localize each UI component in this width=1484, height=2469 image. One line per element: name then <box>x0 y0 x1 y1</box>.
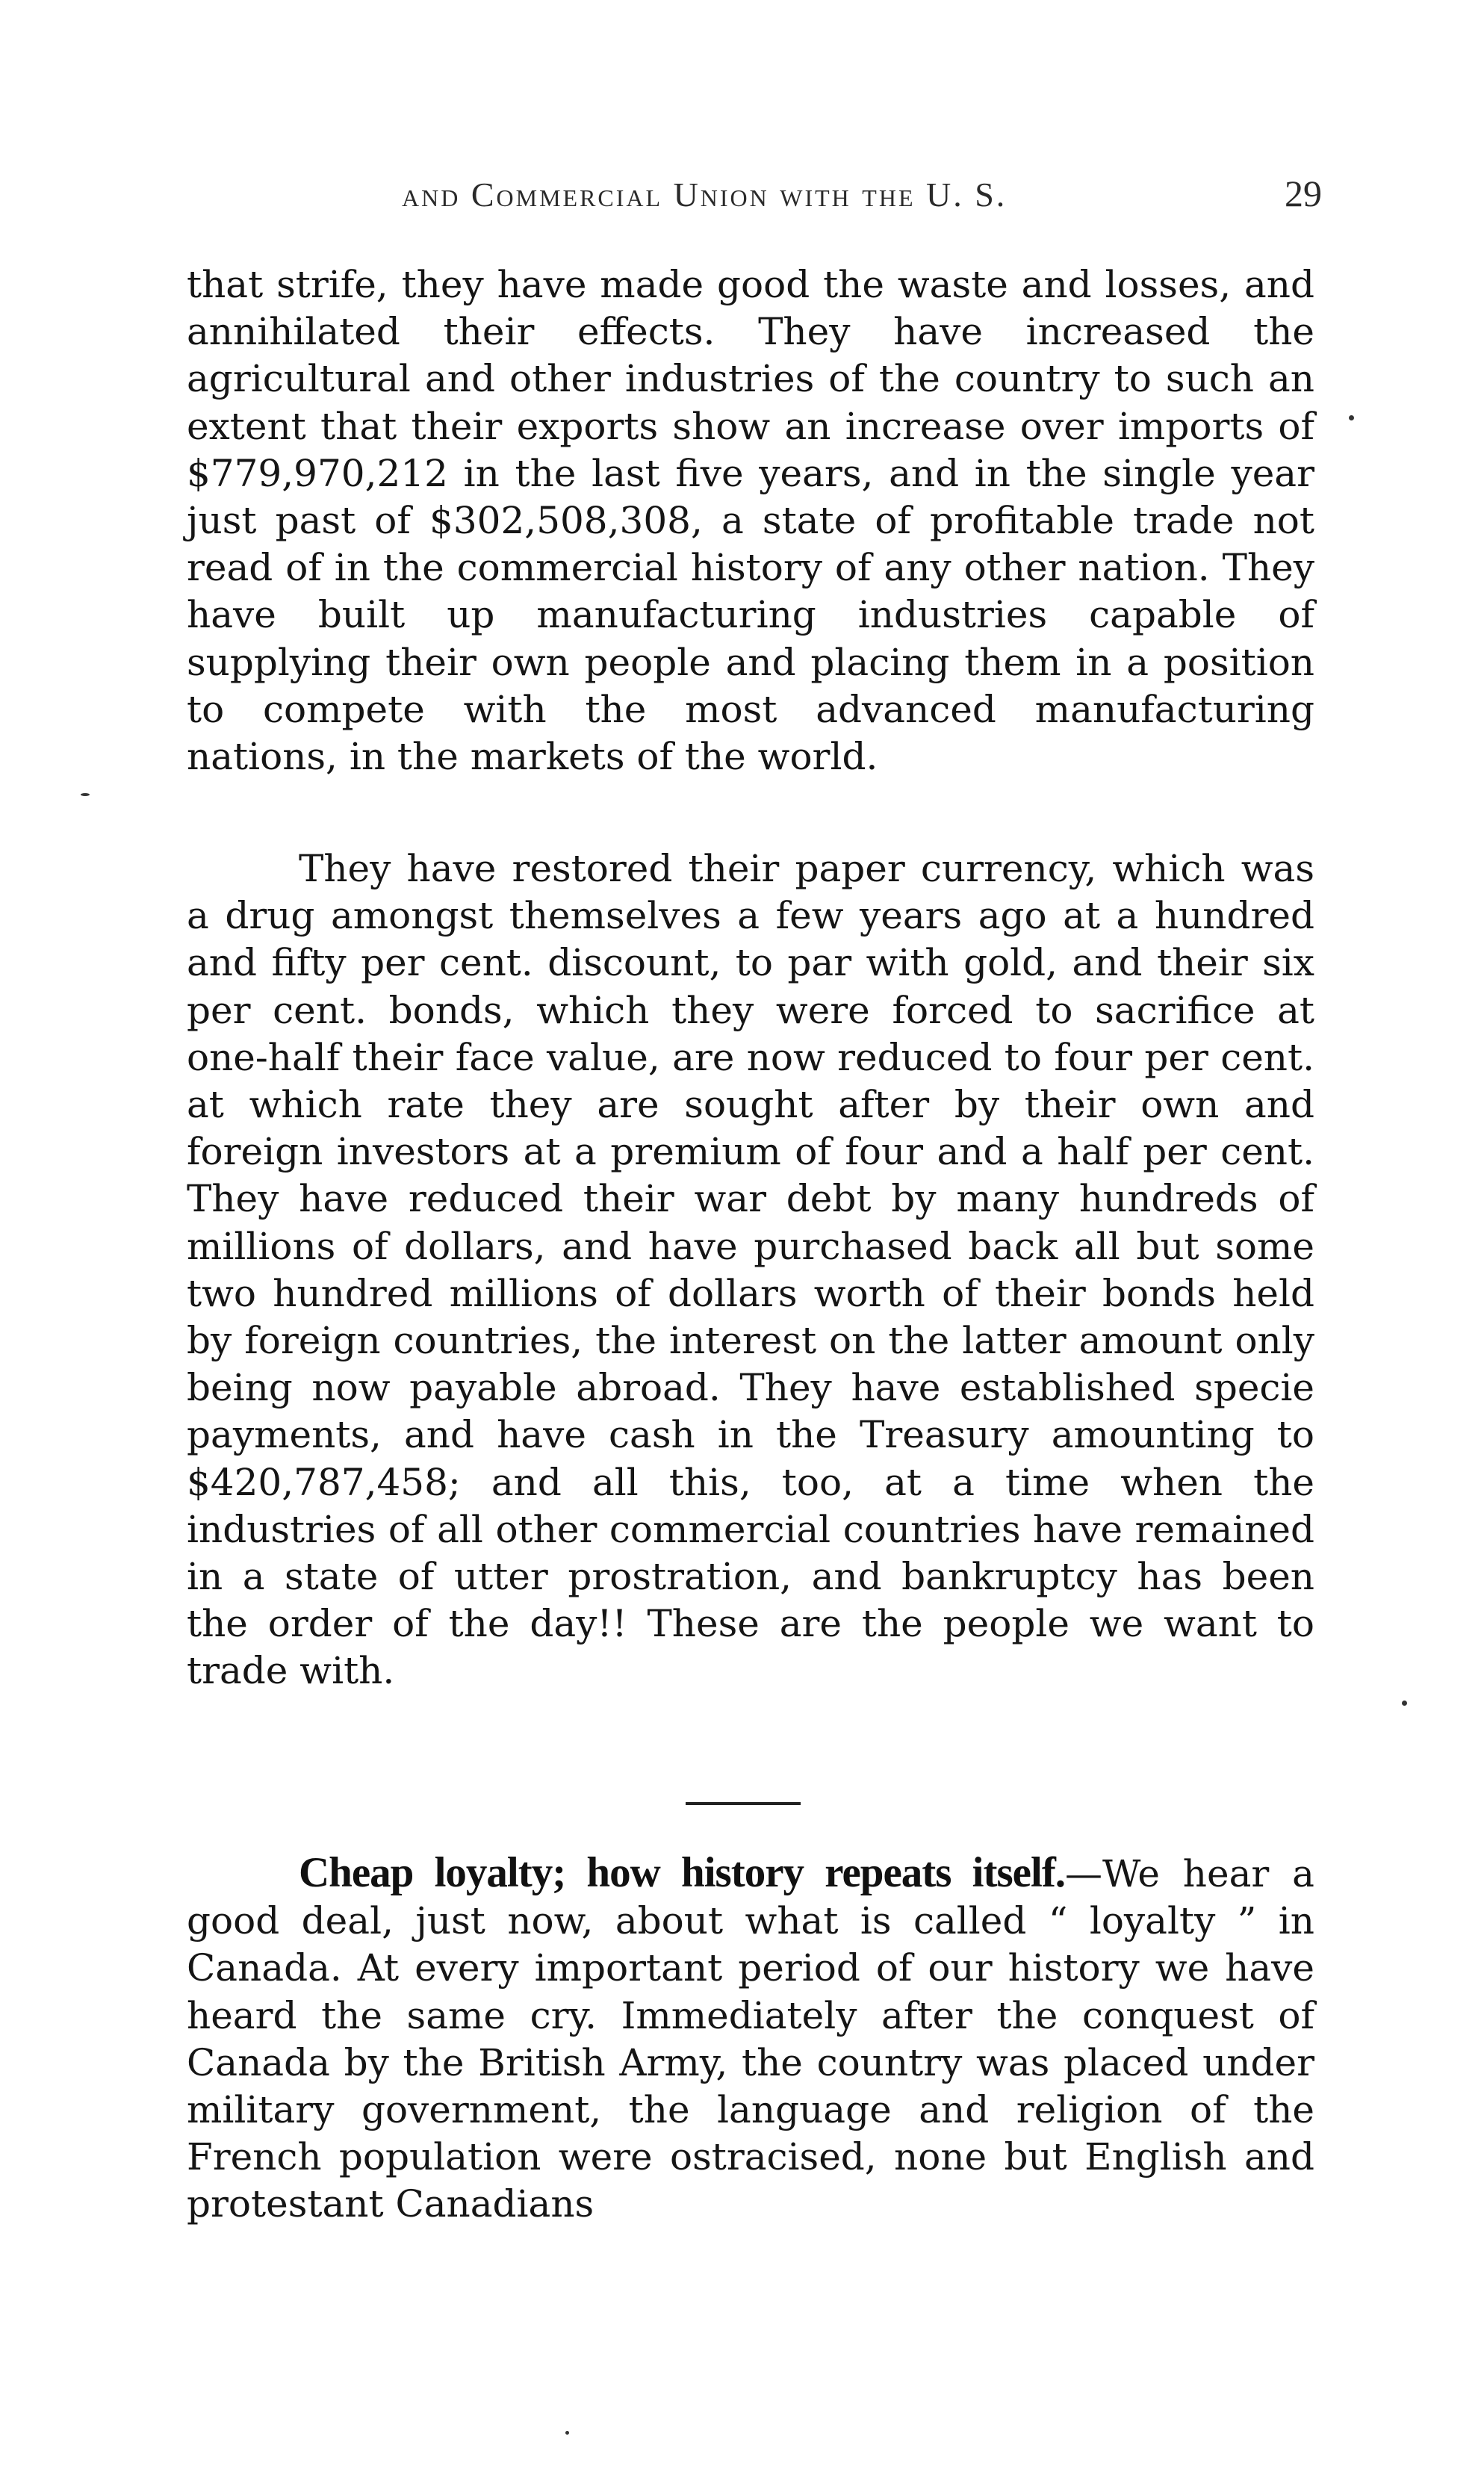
running-title: and Commercial Union with the U. S. <box>402 176 1008 214</box>
paragraph-currency: They have restored their paper currency, which was a drug amongst themselves a few years ago at a hundred and fifty per cent. discount, to par with gold, and their six per cent. bonds, which they were forced to sacrifice at one-half their face value, are now reduced to four per cent. at which rate they are sought after by their own and foreign investors at a premium of four and a half per cent. They have reduced their war debt by many hundreds of millions of dollars, and have purchased back all but some two hundred millions of dollars worth of their bonds held by foreign countries, the interest on the latter amount only being now payable abroad. They have established specie payments, and have cash in the Treasury amounting to $420,787,458; and all this, too, at a time when the industries of all other commercial countries have remained in a state of utter prostration, and bankruptcy has been the order of the day!! These are the people we want to trade with. <box>187 847 1314 1693</box>
section-divider-rule <box>686 1802 801 1805</box>
paragraph-continued: that strife, they have made good the waste and losses, and annihilated their effects. They have increased the agricultural and other industries of the country to such an extent that their exports show an increase over imports of $779,970,212 in the last five years, and in the single year just past of $302,508,308, a state of profitable trade not read of in the commercial history of any other nation. They have built up manufacturing industries capable of supplying their own people and placing them in a position to compete with the most advanced manufacturing nations, in the markets of the world. <box>187 263 1314 779</box>
print-speck <box>565 2431 569 2435</box>
paragraph-loyalty <box>187 1849 1314 2229</box>
print-speck <box>1349 415 1354 420</box>
text-block-continued <box>187 261 1314 780</box>
page-number: 29 <box>1285 173 1322 214</box>
print-speck <box>1402 1701 1407 1706</box>
text-block-third <box>187 1849 1314 2229</box>
running-head <box>190 166 1322 226</box>
paragraph-loyalty-text: —We hear a good deal, just now, about what is called “ loyalty ” in Canada. At every important period of our history we have heard the same cry. Immediately after the conquest of Canada by the British Army, the country was placed under military government, the language and religion of the French population were ostracised, none but English and protestant Canadians <box>187 1852 1314 2226</box>
text-block-second <box>187 845 1314 1695</box>
section-heading: Cheap loyalty; how history repeats itself. <box>299 1849 1066 1896</box>
print-speck <box>81 793 90 796</box>
